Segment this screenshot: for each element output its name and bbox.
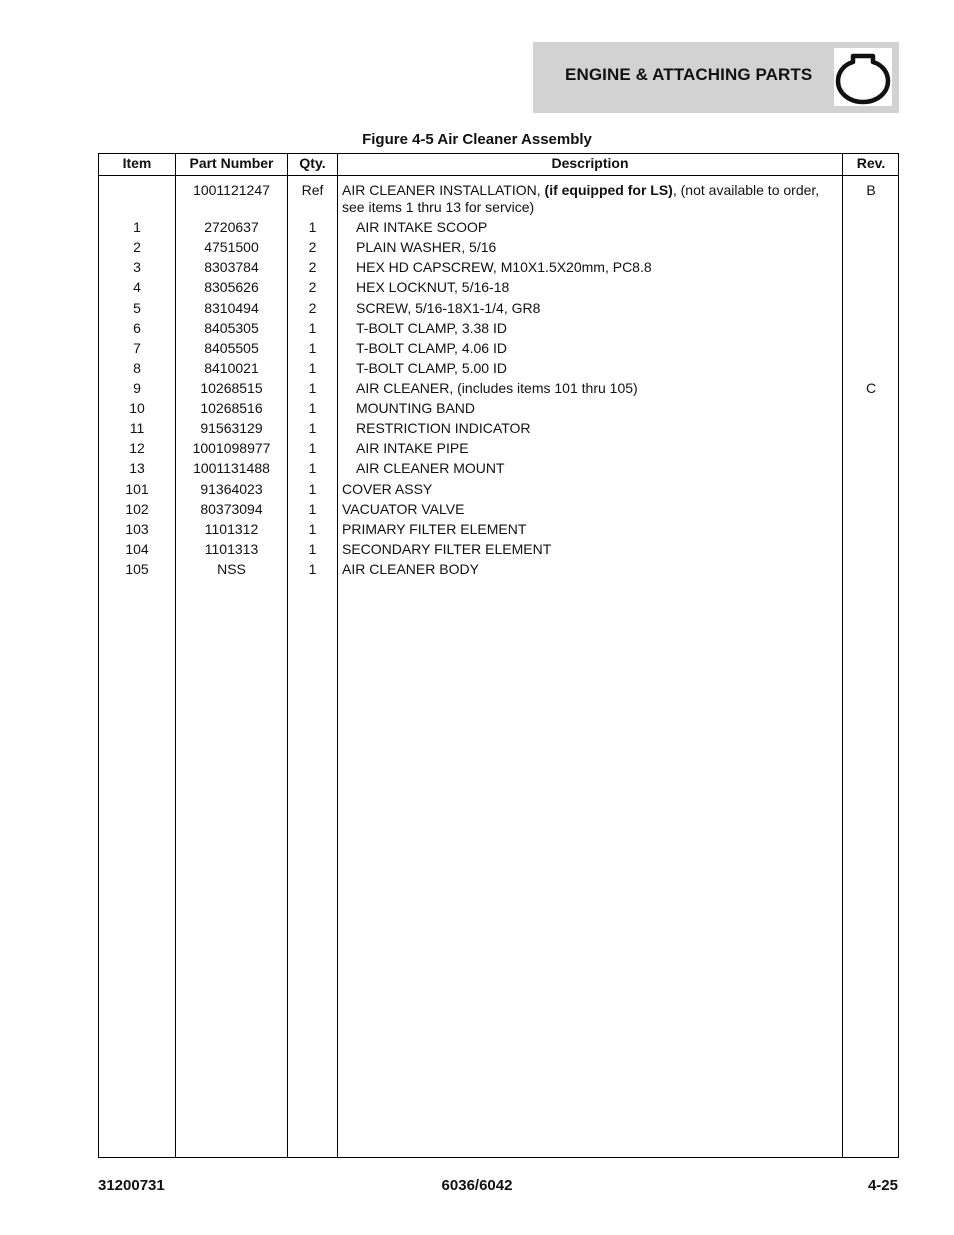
description bbox=[356, 360, 851, 377]
quantity: 1 bbox=[308, 380, 317, 396]
table-row bbox=[99, 481, 898, 501]
description-text: SECONDARY FILTER ELEMENT bbox=[342, 541, 552, 557]
quantity: 1 bbox=[308, 320, 317, 336]
description bbox=[356, 300, 851, 317]
model-number: 6036/6042 bbox=[441, 1177, 513, 1194]
column-header-part-number: Part Number bbox=[189, 155, 274, 171]
column-header-item: Item bbox=[122, 155, 152, 171]
table-row bbox=[99, 340, 898, 360]
part-number: 4751500 bbox=[204, 239, 259, 255]
quantity: 1 bbox=[308, 219, 317, 235]
section-header bbox=[533, 42, 899, 113]
section-title: ENGINE & ATTACHING PARTS bbox=[565, 65, 813, 84]
item-number: 10 bbox=[129, 400, 145, 416]
description-text: HEX LOCKNUT, 5/16-18 bbox=[356, 279, 510, 295]
table-header bbox=[99, 154, 898, 176]
description bbox=[356, 279, 851, 296]
description bbox=[356, 420, 851, 437]
revision: C bbox=[865, 380, 877, 396]
description bbox=[356, 380, 851, 397]
quantity: 2 bbox=[308, 279, 317, 295]
description-text: AIR INTAKE SCOOP bbox=[356, 219, 488, 235]
description-text: MOUNTING BAND bbox=[356, 400, 475, 416]
quantity: 2 bbox=[308, 300, 317, 316]
quantity: 1 bbox=[308, 400, 317, 416]
description-text: COVER ASSY bbox=[342, 481, 433, 497]
quantity: Ref bbox=[301, 182, 324, 198]
item-number: 11 bbox=[129, 420, 145, 436]
parts-table bbox=[98, 153, 899, 1158]
column-header-rev: Rev. bbox=[856, 155, 886, 171]
description bbox=[356, 320, 851, 337]
item-number: 7 bbox=[133, 340, 141, 356]
item-number: 4 bbox=[133, 279, 141, 295]
description-text: PLAIN WASHER, 5/16 bbox=[356, 239, 497, 255]
table-row bbox=[99, 219, 898, 239]
quantity: 1 bbox=[308, 561, 317, 577]
item-number: 9 bbox=[133, 380, 141, 396]
item-number: 8 bbox=[133, 360, 141, 376]
item-number: 103 bbox=[125, 521, 149, 537]
quantity: 1 bbox=[308, 360, 317, 376]
quantity: 2 bbox=[308, 239, 317, 255]
table-row bbox=[99, 279, 898, 299]
part-number: 8410021 bbox=[204, 360, 259, 376]
part-number: 10268516 bbox=[200, 400, 263, 416]
item-number: 104 bbox=[125, 541, 149, 557]
description-text: AIR CLEANER INSTALLATION, bbox=[342, 182, 545, 198]
revision: B bbox=[866, 182, 876, 198]
item-number: 105 bbox=[125, 561, 149, 577]
quantity: 1 bbox=[308, 521, 317, 537]
description bbox=[342, 501, 837, 518]
description bbox=[342, 561, 837, 578]
figure-title: Figure 4-5 Air Cleaner Assembly bbox=[362, 131, 592, 148]
table-row bbox=[99, 440, 898, 460]
part-number: 2720637 bbox=[204, 219, 259, 235]
description bbox=[356, 460, 851, 477]
description bbox=[356, 239, 851, 256]
description-text: HEX HD CAPSCREW, M10X1.5X20mm, PC8.8 bbox=[356, 259, 652, 275]
table-row bbox=[99, 521, 898, 541]
item-number: 102 bbox=[125, 501, 149, 517]
description-text: T-BOLT CLAMP, 5.00 ID bbox=[356, 360, 507, 376]
quantity: 1 bbox=[308, 420, 317, 436]
description bbox=[342, 541, 837, 558]
part-number: 1001131488 bbox=[193, 460, 270, 476]
item-number: 2 bbox=[133, 239, 141, 255]
quantity: 1 bbox=[308, 501, 317, 517]
part-number: 1001098977 bbox=[192, 440, 271, 456]
part-number: 1101313 bbox=[204, 541, 259, 557]
description bbox=[342, 521, 837, 538]
part-number: 8405305 bbox=[204, 320, 259, 336]
table-row bbox=[99, 561, 898, 581]
item-number: 12 bbox=[129, 440, 145, 456]
part-number: 8305626 bbox=[204, 279, 259, 295]
item-number: 13 bbox=[129, 460, 145, 476]
table-row bbox=[99, 420, 898, 440]
quantity: 1 bbox=[308, 541, 317, 557]
description-text: SCREW, 5/16-18X1-1/4, GR8 bbox=[356, 300, 541, 316]
item-number: 1 bbox=[133, 219, 141, 235]
item-number: 101 bbox=[125, 481, 149, 497]
quantity: 1 bbox=[308, 460, 317, 476]
quantity: 2 bbox=[308, 259, 317, 275]
description bbox=[356, 400, 851, 417]
item-number: 5 bbox=[133, 300, 141, 316]
part-number: 8405505 bbox=[204, 340, 259, 356]
table-row bbox=[99, 320, 898, 340]
table-row bbox=[99, 541, 898, 561]
part-number: 8303784 bbox=[204, 259, 259, 275]
page-number: 4-25 bbox=[867, 1177, 898, 1194]
description bbox=[342, 481, 837, 498]
description-text: T-BOLT CLAMP, 4.06 ID bbox=[356, 340, 507, 356]
table-row bbox=[99, 259, 898, 279]
table-row bbox=[99, 460, 898, 480]
part-number: 1101312 bbox=[204, 521, 259, 537]
item-number: 3 bbox=[133, 259, 141, 275]
description-text: AIR INTAKE PIPE bbox=[356, 440, 469, 456]
description-text: PRIMARY FILTER ELEMENT bbox=[342, 521, 527, 537]
description-text: AIR CLEANER BODY bbox=[342, 561, 479, 577]
description-emphasis: (if equipped for LS) bbox=[544, 182, 673, 198]
part-number: 80373094 bbox=[200, 501, 263, 517]
part-number: 91364023 bbox=[200, 481, 263, 497]
column-header-description: Description bbox=[551, 155, 629, 171]
table-row bbox=[99, 360, 898, 380]
table-row bbox=[99, 239, 898, 259]
description bbox=[356, 340, 851, 357]
description-text: AIR CLEANER MOUNT bbox=[356, 460, 505, 476]
table-row bbox=[99, 400, 898, 420]
table-row bbox=[99, 182, 898, 215]
table-row bbox=[99, 300, 898, 320]
description bbox=[356, 259, 851, 276]
description-text: RESTRICTION INDICATOR bbox=[356, 420, 531, 436]
quantity: 1 bbox=[308, 440, 317, 456]
description bbox=[356, 219, 851, 236]
quantity: 1 bbox=[308, 481, 317, 497]
item-number: 6 bbox=[133, 320, 141, 336]
description-text-continued: , (not available to order, see items 1 thru 13 for service) bbox=[342, 182, 820, 215]
description bbox=[342, 182, 837, 216]
engine-icon bbox=[833, 47, 893, 107]
doc-number: 31200731 bbox=[98, 1177, 165, 1194]
description-text: VACUATOR VALVE bbox=[342, 501, 465, 517]
part-number: 1001121247 bbox=[193, 182, 270, 198]
description-text: AIR CLEANER, (includes items 101 thru 105) bbox=[356, 380, 638, 396]
table-row bbox=[99, 380, 898, 400]
column-header-qty: Qty. bbox=[299, 155, 326, 171]
part-number: 91563129 bbox=[200, 420, 263, 436]
table-row bbox=[99, 501, 898, 521]
part-number: NSS bbox=[217, 561, 246, 577]
quantity: 1 bbox=[308, 340, 317, 356]
description-text: T-BOLT CLAMP, 3.38 ID bbox=[356, 320, 507, 336]
part-number: 8310494 bbox=[204, 300, 259, 316]
description bbox=[356, 440, 851, 457]
part-number: 10268515 bbox=[200, 380, 263, 396]
